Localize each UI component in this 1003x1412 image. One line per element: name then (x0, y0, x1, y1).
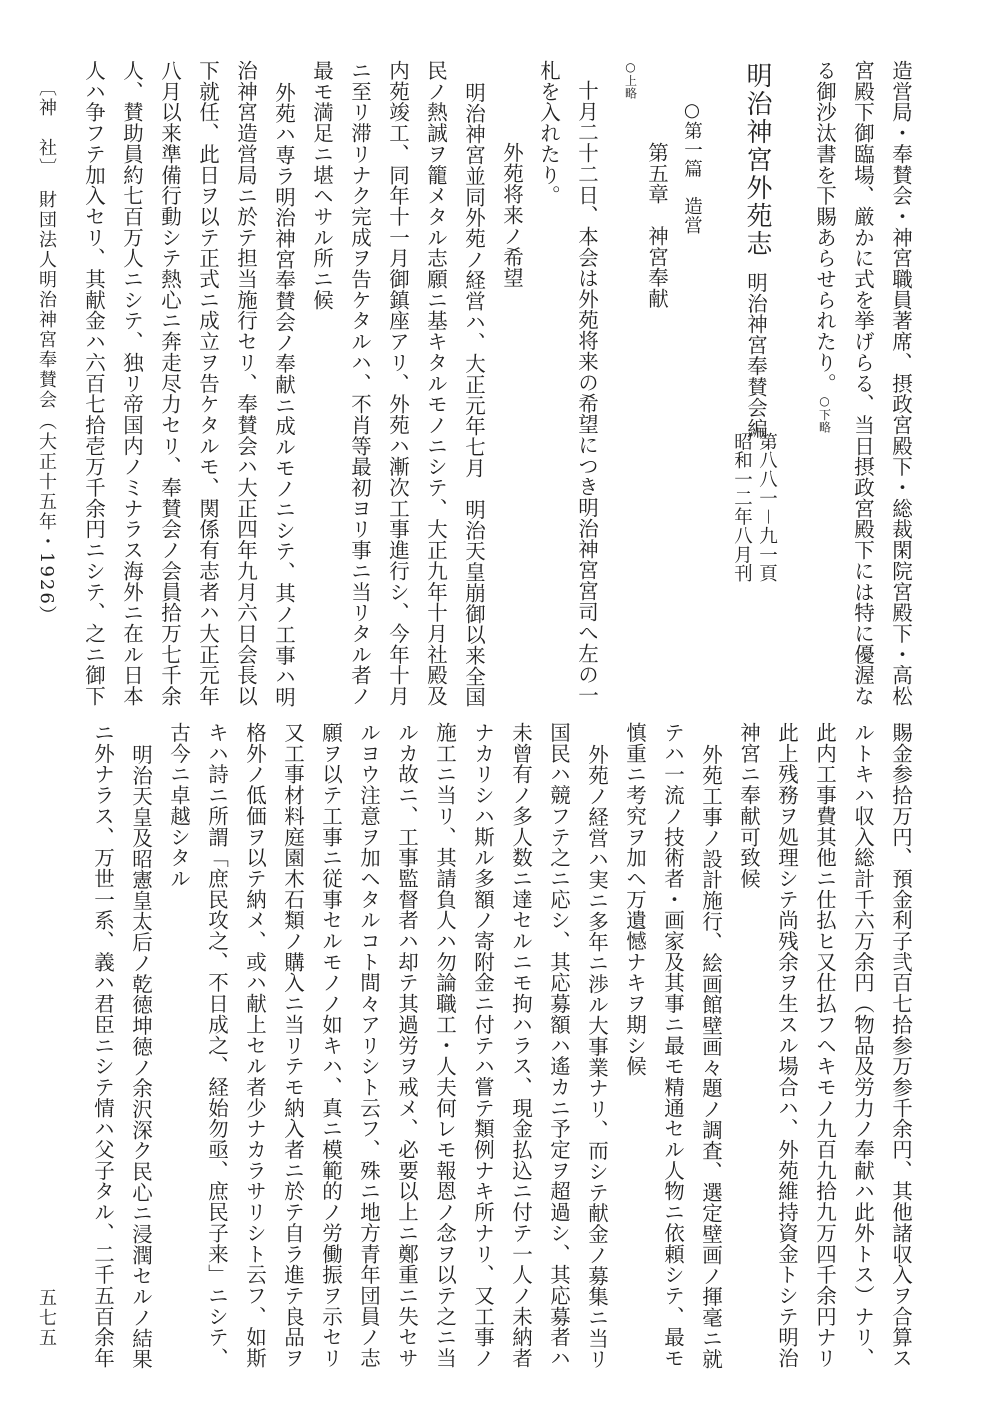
text-line: ナカリシハ斯ル多額ノ寄附金ニ付テハ嘗テ類例ナキ所ナリ、又工事ノ (470, 722, 495, 1369)
book-editor: 明治神宮奉賛会編 (743, 272, 768, 439)
text-line: 十月二十二日、本会は外苑将来の希望につき明治神宮宮司へ左の一 (574, 80, 599, 706)
text-line: テハ一流ノ技術者・画家及其事ニ最モ精通セル人物ニ依頼シテ、最モ (660, 722, 685, 1369)
text-line: ルヨウ注意ヲ加ヘタルコト間々アリシト云フ、殊ニ地方青年団員ノ志 (356, 722, 381, 1369)
text-line: 外苑ハ専ラ明治神宮奉賛会ノ奉献ニ成ルモノニシテ、其ノ工事ハ明 (271, 82, 296, 708)
text-line: 内苑竣工、同年十一月御鎮座アリ、外苑ハ漸次工事進行シ、今年十月 (385, 60, 410, 707)
text-line: 八月以来準備行動シテ熱心ニ奔走尽力セリ、奉賛会ノ会員拾万七千余 (157, 60, 182, 707)
text-line: 未曾有ノ多人数ニ達セルニモ拘ハラス、現金払込ニ付テ一人ノ未納者 (508, 722, 533, 1369)
book-pages: 第八八一－九一頁 (756, 432, 778, 583)
text-line: 此内工事費其他ニ仕払ヒ又仕払フヘキモノ九百九拾九万四千余円ナリ (812, 722, 837, 1369)
text-line: 又工事材料庭園木石類ノ購入ニ当リテモ納入者ニ於テ自ラ進テ良品ヲ (280, 722, 305, 1369)
text-line: 宮殿下御臨場、厳かに式を挙げらる、当日摂政宮殿下には特に優渥な (850, 60, 875, 707)
text-line: 治神宮造営局ニ於テ担当施行セリ、奉賛会ハ大正四年九月六日会長以 (233, 60, 258, 707)
text-line: 此上残務ヲ処理シテ尚残余ヲ生スル場合ハ、外苑維持資金トシテ明治 (774, 722, 799, 1369)
book-publication-date: 昭和一二年八月刊 (731, 432, 753, 583)
text-line: ルカ故ニ、工事監督者ハ却テ其過労ヲ戒メ、必要以上ニ鄭重ニ失セサ (394, 722, 419, 1369)
text-line: 札を入れたり。 (536, 60, 561, 206)
text-line: 民ノ熱誠ヲ籠メタル志願ニ基キタルモノニシテ、大正九年十月社殿及 (423, 60, 448, 707)
text-line: る御沙汰書を下賜あらせられたり。○下略 (812, 60, 837, 433)
text-line: ニ至リ滞リナク完成ヲ告ケタルハ、不肖等最初ヨリ事ニ当リタル者ノ (347, 60, 372, 707)
text-line: ルトキハ収入総計千六万余円（物品及労力ノ奉献ハ此外トス）ナリ、 (850, 722, 875, 1369)
text-line: 神宮ニ奉献可致候 (736, 722, 761, 889)
section-heading: ○第一篇 造営 (681, 100, 703, 235)
text-line: 外苑ノ経営ハ実ニ多年ニ渉ル大事業ナリ、而シテ献金ノ募集ニ当リ (584, 744, 609, 1370)
text-line: 施工ニ当リ、其請負人ハ勿論職工・人夫何レモ報恩ノ念ヲ以テ之ニ当 (432, 722, 457, 1369)
book-title: 明治神宮外苑志 (742, 62, 772, 258)
text-line: 願ヲ以テ工事ニ従事セルモノノ如キハ、真ニ模範的ノ労働振ヲ示セリ (318, 722, 343, 1369)
letter-heading: 外苑将来ノ希望 (499, 142, 524, 288)
footer-publisher: 財団法人明治神宮奉賛会 (36, 190, 57, 410)
chapter-heading: 第五章 神宮奉献 (644, 142, 669, 309)
omit-mark: ○下略 (817, 393, 832, 433)
text-line: 明治神宮並同外苑ノ経営ハ、大正元年七月 明治天皇崩御以来全国 (461, 82, 486, 708)
text-line: 賜金参拾万円、預金利子弐百七拾参万参千余円、其他諸収入ヲ合算ス (888, 722, 913, 1369)
text-line: ニ外ナラス、万世一系、義ハ君臣ニシテ情ハ父子タル、二千五百余年 (90, 722, 115, 1369)
text-line: 古今ニ卓越シタル (166, 722, 191, 889)
text-line: 最モ満足ニ堪ヘサル所ニ候 (309, 60, 334, 311)
text-line: 人、賛助員約七百万人ニシテ、独リ帝国内ノミナラス海外ニ在ル日本 (119, 60, 144, 707)
text-line: キハ詩ニ所謂「庶民攻之、不日成之、経始勿亟、庶民子来」ニシテ、 (204, 722, 229, 1369)
text-line: 外苑工事ノ設計施行、絵画館壁画々題ノ調査、選定壁画ノ揮毫ニ就 (698, 744, 723, 1370)
text-line: 格外ノ低価ヲ以テ納メ、或ハ献上セル者少ナカラサリシト云フ、如斯 (242, 722, 267, 1369)
text-line: 造営局・奉賛会・神宮職員著席、摂政宮殿下・総裁閑院宮殿下・高松 (888, 60, 913, 707)
omit-mark: ○上略 (623, 60, 638, 100)
text-line: 明治天皇及昭憲皇太后ノ乾徳坤徳ノ余沢深ク民心ニ浸潤セルノ結果 (128, 744, 153, 1370)
text-line: 慎重ニ考究ヲ加ヘ万遺憾ナキヲ期シ候 (622, 722, 647, 1077)
text-line: 国民ハ競フテ之ニ応シ、其応募額ハ遙カニ予定ヲ超過シ、其応募者ハ (546, 722, 571, 1369)
footer-category: 〔神 社〕 (36, 78, 57, 178)
footer-date: （大正十五年・1926） (36, 412, 57, 626)
page-number: 五七五 (36, 1288, 57, 1348)
text-line: 人ハ争フテ加入セリ、其献金ハ六百七拾壱万千余円ニシテ、之ニ御下 (81, 60, 106, 707)
text-line: 下就任、此日ヲ以テ正式ニ成立ヲ告ケタルモ、関係有志者ハ大正元年 (195, 60, 220, 707)
